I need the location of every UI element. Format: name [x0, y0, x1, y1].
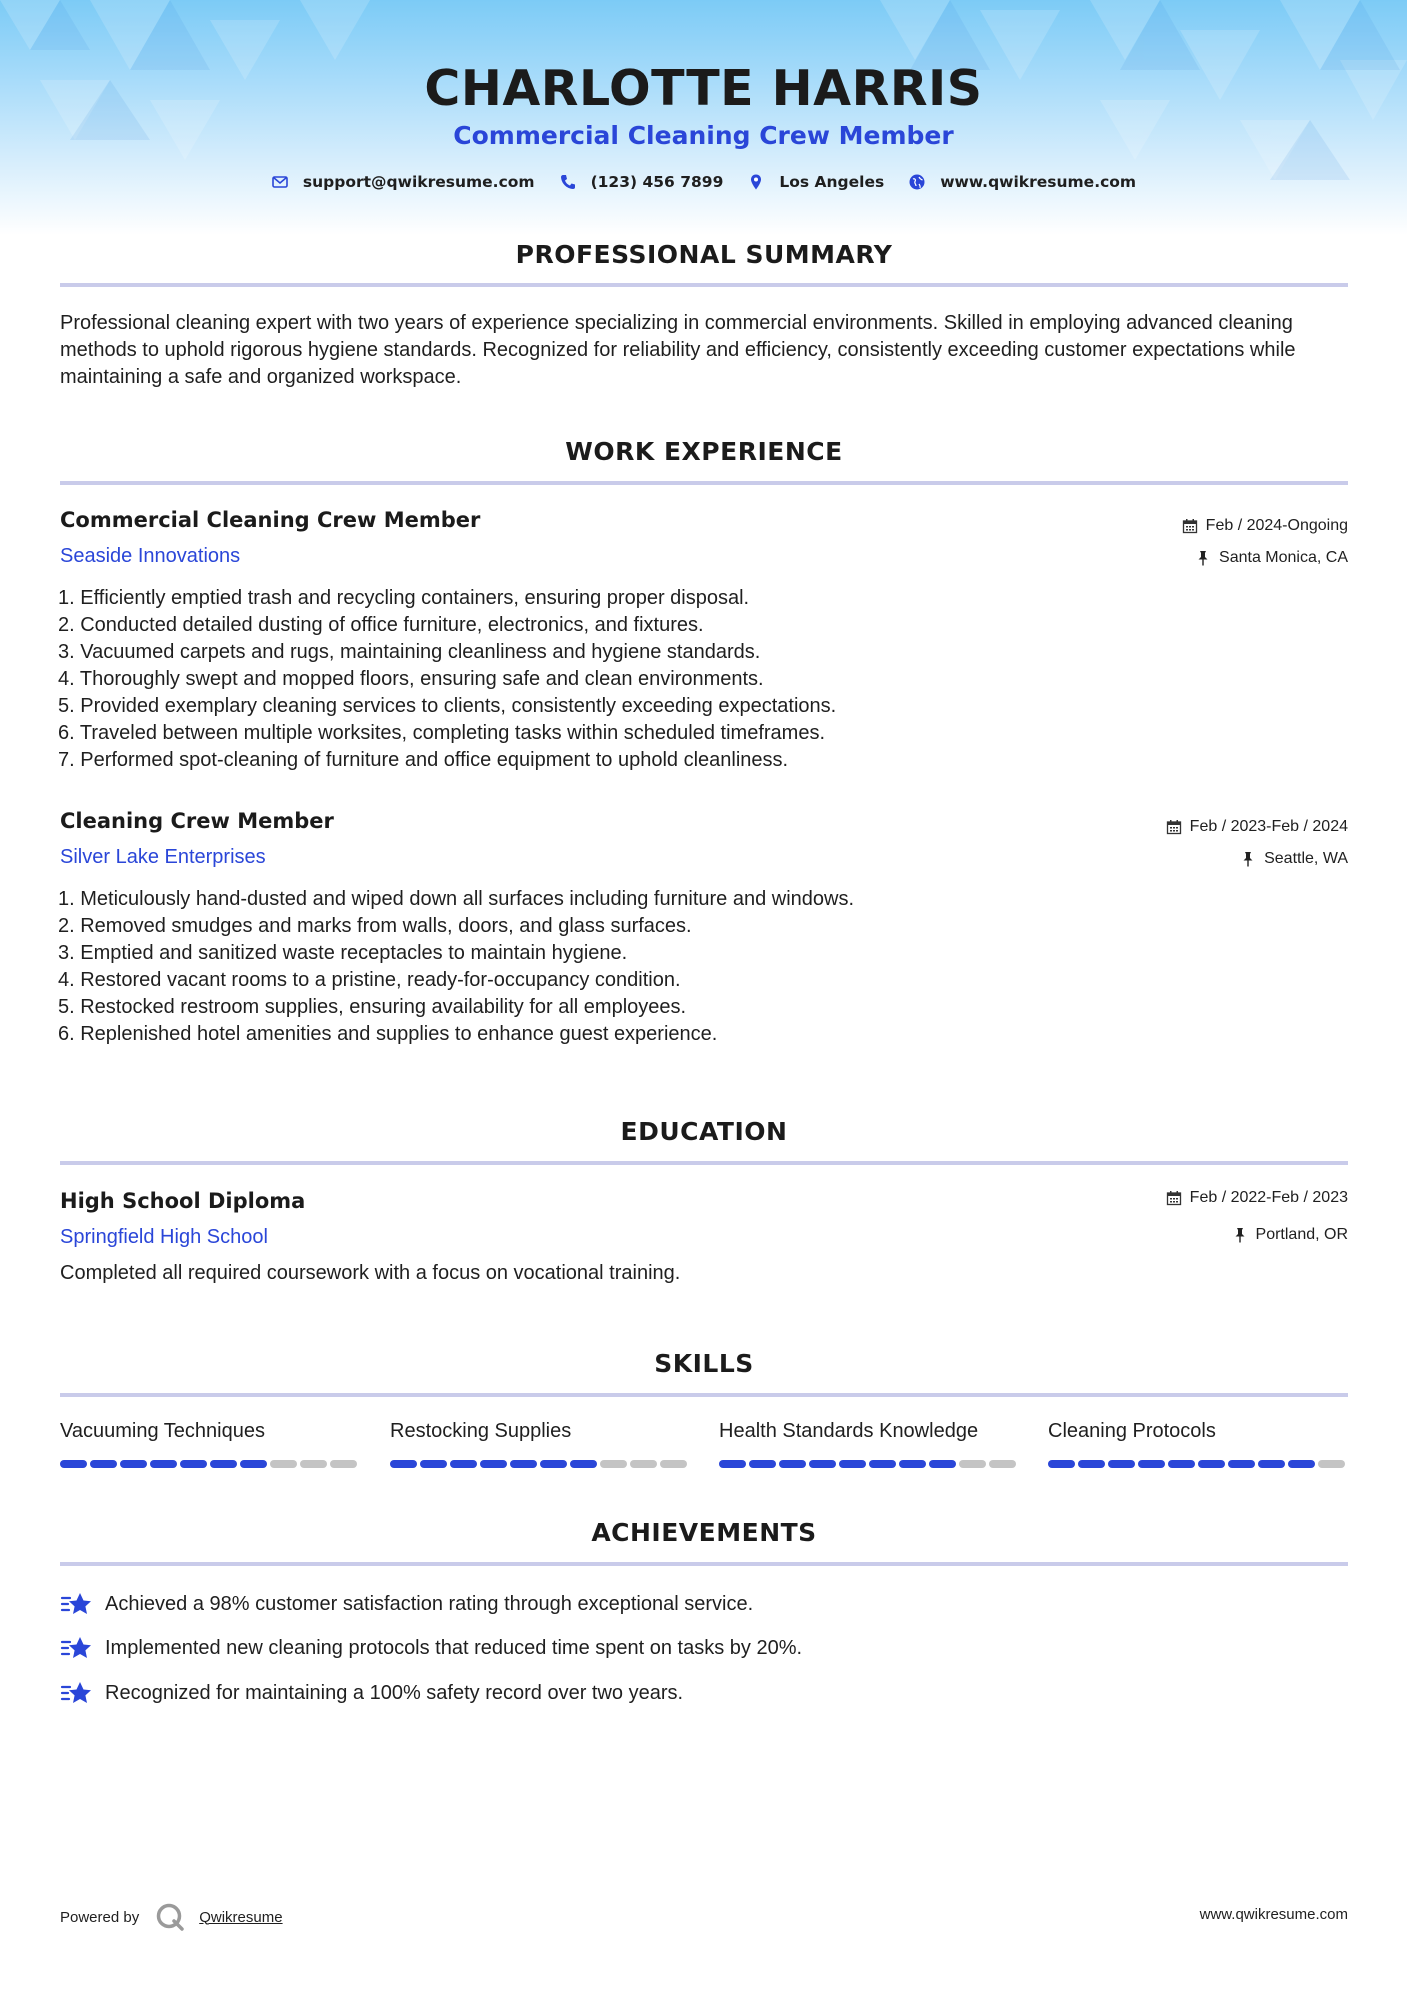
list-item: 2. Conducted detailed dusting of office furniture, electronics, and fixtures. — [58, 614, 704, 636]
skill-segment-filled — [150, 1460, 177, 1468]
skill-segment-filled — [1288, 1460, 1315, 1468]
skill-segment-filled — [1198, 1460, 1225, 1468]
skill-segment-filled — [779, 1460, 806, 1468]
skill-segment-filled — [809, 1460, 836, 1468]
skill-segment-filled — [570, 1460, 597, 1468]
skill-segment-filled — [240, 1460, 267, 1468]
skill-segment-empty — [270, 1460, 297, 1468]
list-item: 6. Traveled between multiple worksites, completing tasks within scheduled timeframes. — [58, 722, 826, 744]
list-item: 3. Vacuumed carpets and rugs, maintaining cleanliness and hygiene standards. — [58, 641, 761, 663]
contact-phone[interactable] — [559, 173, 724, 191]
header-triangle-pattern — [0, 0, 1407, 235]
achievement-item — [60, 1590, 753, 1618]
calendar-icon — [1166, 819, 1182, 835]
contact-phone-text: (123) 456 7899 — [590, 173, 724, 191]
achievement-text: Achieved a 98% customer satisfaction rating through exceptional service. — [105, 1592, 754, 1615]
job-dates-text: Feb / 2023-Feb / 2024 — [1189, 818, 1348, 835]
skill-segment-filled — [839, 1460, 866, 1468]
skill-level-bar — [1048, 1460, 1348, 1468]
achievements-divider — [60, 1562, 1348, 1566]
achievement-text: Recognized for maintaining a 100% safety record over two years. — [105, 1681, 684, 1704]
job-dates — [1166, 818, 1348, 836]
education-dates — [1166, 1189, 1348, 1207]
skill-segment-filled — [210, 1460, 237, 1468]
contact-location — [747, 173, 884, 191]
list-item: 1. Meticulously hand-dusted and wiped down all surfaces including furniture and windows. — [58, 888, 855, 910]
skill-segment-filled — [90, 1460, 117, 1468]
skill-item — [1048, 1420, 1348, 1468]
skill-segment-filled — [929, 1460, 956, 1468]
job-location-text: Santa Monica, CA — [1219, 549, 1348, 566]
skill-segment-filled — [450, 1460, 477, 1468]
list-item: 4. Thoroughly swept and mopped floors, ensuring safe and clean environments. — [58, 668, 764, 690]
skill-segment-filled — [749, 1460, 776, 1468]
skill-segment-filled — [1258, 1460, 1285, 1468]
skill-item — [390, 1420, 690, 1468]
list-item: 5. Provided exemplary cleaning services to clients, consistently exceeding expectations. — [58, 695, 837, 717]
skill-segment-empty — [630, 1460, 657, 1468]
star-icon — [60, 1590, 92, 1618]
job-title: Cleaning Crew Member — [60, 809, 334, 833]
skill-segment-empty — [330, 1460, 357, 1468]
skill-segment-filled — [899, 1460, 926, 1468]
calendar-icon — [1166, 1190, 1182, 1206]
skill-item — [719, 1420, 1019, 1468]
contact-website[interactable] — [908, 173, 1136, 191]
skill-segment-empty — [959, 1460, 986, 1468]
skill-segment-filled — [719, 1460, 746, 1468]
skill-segment-empty — [1318, 1460, 1345, 1468]
globe-icon — [908, 173, 926, 191]
skill-segment-filled — [510, 1460, 537, 1468]
skill-name: Restocking Supplies — [390, 1420, 572, 1442]
skill-segment-filled — [390, 1460, 417, 1468]
contact-email[interactable] — [271, 173, 535, 191]
skill-name: Vacuuming Techniques — [60, 1420, 265, 1442]
qwikresume-logo — [155, 1902, 185, 1932]
list-item: 3. Emptied and sanitized waste receptacles to maintain hygiene. — [58, 942, 628, 964]
summary-divider — [60, 283, 1348, 287]
job-dates — [1182, 517, 1348, 535]
skill-name: Health Standards Knowledge — [719, 1420, 979, 1442]
footer-website[interactable]: www.qwikresume.com — [1199, 1906, 1348, 1923]
brand-link[interactable]: Qwikresume — [199, 1908, 283, 1926]
education-divider — [60, 1161, 1348, 1165]
skill-level-bar — [60, 1460, 360, 1468]
list-item: 7. Performed spot-cleaning of furniture and office equipment to uphold cleanliness. — [58, 749, 789, 771]
education-heading: EDUCATION — [620, 1117, 788, 1146]
skill-level-bar — [390, 1460, 690, 1468]
skill-segment-filled — [869, 1460, 896, 1468]
contact-location-text: Los Angeles — [779, 173, 885, 191]
contact-bar — [0, 173, 1407, 191]
skills-heading: SKILLS — [654, 1349, 754, 1378]
experience-heading: WORK EXPERIENCE — [565, 437, 843, 466]
list-item: 4. Restored vacant rooms to a pristine, ready-for-occupancy condition. — [58, 969, 681, 991]
achievements-heading: ACHIEVEMENTS — [591, 1518, 817, 1547]
skill-level-bar — [719, 1460, 1019, 1468]
list-item: 5. Restocked restroom supplies, ensuring availability for all employees. — [58, 996, 687, 1018]
job-location — [1195, 549, 1348, 567]
skill-name: Cleaning Protocols — [1048, 1420, 1216, 1442]
pushpin-icon — [1195, 550, 1211, 566]
achievement-text: Implemented new cleaning protocols that reduced time spent on tasks by 20%. — [105, 1636, 803, 1659]
skill-segment-filled — [120, 1460, 147, 1468]
job-duties-list — [58, 585, 1308, 774]
skill-segment-empty — [989, 1460, 1016, 1468]
job-duties-list — [58, 886, 1308, 1048]
list-item: 6. Replenished hotel amenities and supplies to enhance guest experience. — [58, 1023, 718, 1045]
skills-divider — [60, 1393, 1348, 1397]
skill-segment-filled — [540, 1460, 567, 1468]
job-company[interactable]: Seaside Innovations — [60, 545, 241, 567]
skill-segment-filled — [1078, 1460, 1105, 1468]
skill-segment-empty — [300, 1460, 327, 1468]
contact-website-text: www.qwikresume.com — [940, 173, 1137, 191]
candidate-name: CHARLOTTE HARRIS — [424, 60, 983, 117]
pushpin-icon — [1240, 851, 1256, 867]
job-location-text: Seattle, WA — [1264, 850, 1348, 867]
skill-segment-filled — [180, 1460, 207, 1468]
achievement-item — [60, 1679, 683, 1707]
education-school[interactable]: Springfield High School — [60, 1226, 268, 1248]
education-location-text: Portland, OR — [1255, 1226, 1348, 1243]
envelope-icon — [271, 173, 289, 191]
job-title: Commercial Cleaning Crew Member — [60, 508, 481, 532]
education-dates-text: Feb / 2022-Feb / 2023 — [1189, 1189, 1348, 1206]
achievement-item — [60, 1634, 802, 1662]
phone-icon — [559, 173, 577, 191]
list-item: 2. Removed smudges and marks from walls, doors, and glass surfaces. — [58, 915, 692, 937]
skill-segment-empty — [660, 1460, 687, 1468]
contact-email-text: support@qwikresume.com — [302, 173, 535, 191]
list-item: 1. Efficiently emptied trash and recycling containers, ensuring proper disposal. — [58, 587, 750, 609]
skill-segment-filled — [1228, 1460, 1255, 1468]
job-location — [1240, 850, 1348, 868]
skill-segment-filled — [1048, 1460, 1075, 1468]
job-company[interactable]: Silver Lake Enterprises — [60, 846, 266, 868]
skill-segment-filled — [420, 1460, 447, 1468]
map-pin-icon — [747, 173, 765, 191]
skill-segment-empty — [600, 1460, 627, 1468]
candidate-title: Commercial Cleaning Crew Member — [453, 121, 954, 150]
skill-item — [60, 1420, 360, 1468]
education-location — [1232, 1226, 1348, 1244]
powered-by-label: Powered by — [60, 1908, 140, 1926]
skill-segment-filled — [1108, 1460, 1135, 1468]
skill-segment-filled — [480, 1460, 507, 1468]
calendar-icon — [1182, 518, 1198, 534]
footer-powered-by — [60, 1902, 283, 1932]
skill-segment-filled — [60, 1460, 87, 1468]
star-icon — [60, 1634, 92, 1662]
header-banner — [0, 0, 1407, 235]
pushpin-icon — [1232, 1227, 1248, 1243]
skill-segment-filled — [1138, 1460, 1165, 1468]
summary-text: Professional cleaning expert with two years of experience specializing in commercial environments. Skilled in employing advanced cleaning methods to uphold rigorous hygiene standards. Recognized for reliability and efficiency, consistently exceeding customer expectations while maintaining a safe and organized workspace. — [60, 312, 1296, 388]
job-dates-text: Feb / 2024-Ongoing — [1205, 517, 1348, 534]
skill-segment-filled — [1168, 1460, 1195, 1468]
education-degree: High School Diploma — [60, 1189, 306, 1213]
star-icon — [60, 1679, 92, 1707]
summary-heading: PROFESSIONAL SUMMARY — [515, 240, 893, 269]
education-description: Completed all required coursework with a focus on vocational training. — [60, 1262, 681, 1284]
experience-divider — [60, 481, 1348, 485]
